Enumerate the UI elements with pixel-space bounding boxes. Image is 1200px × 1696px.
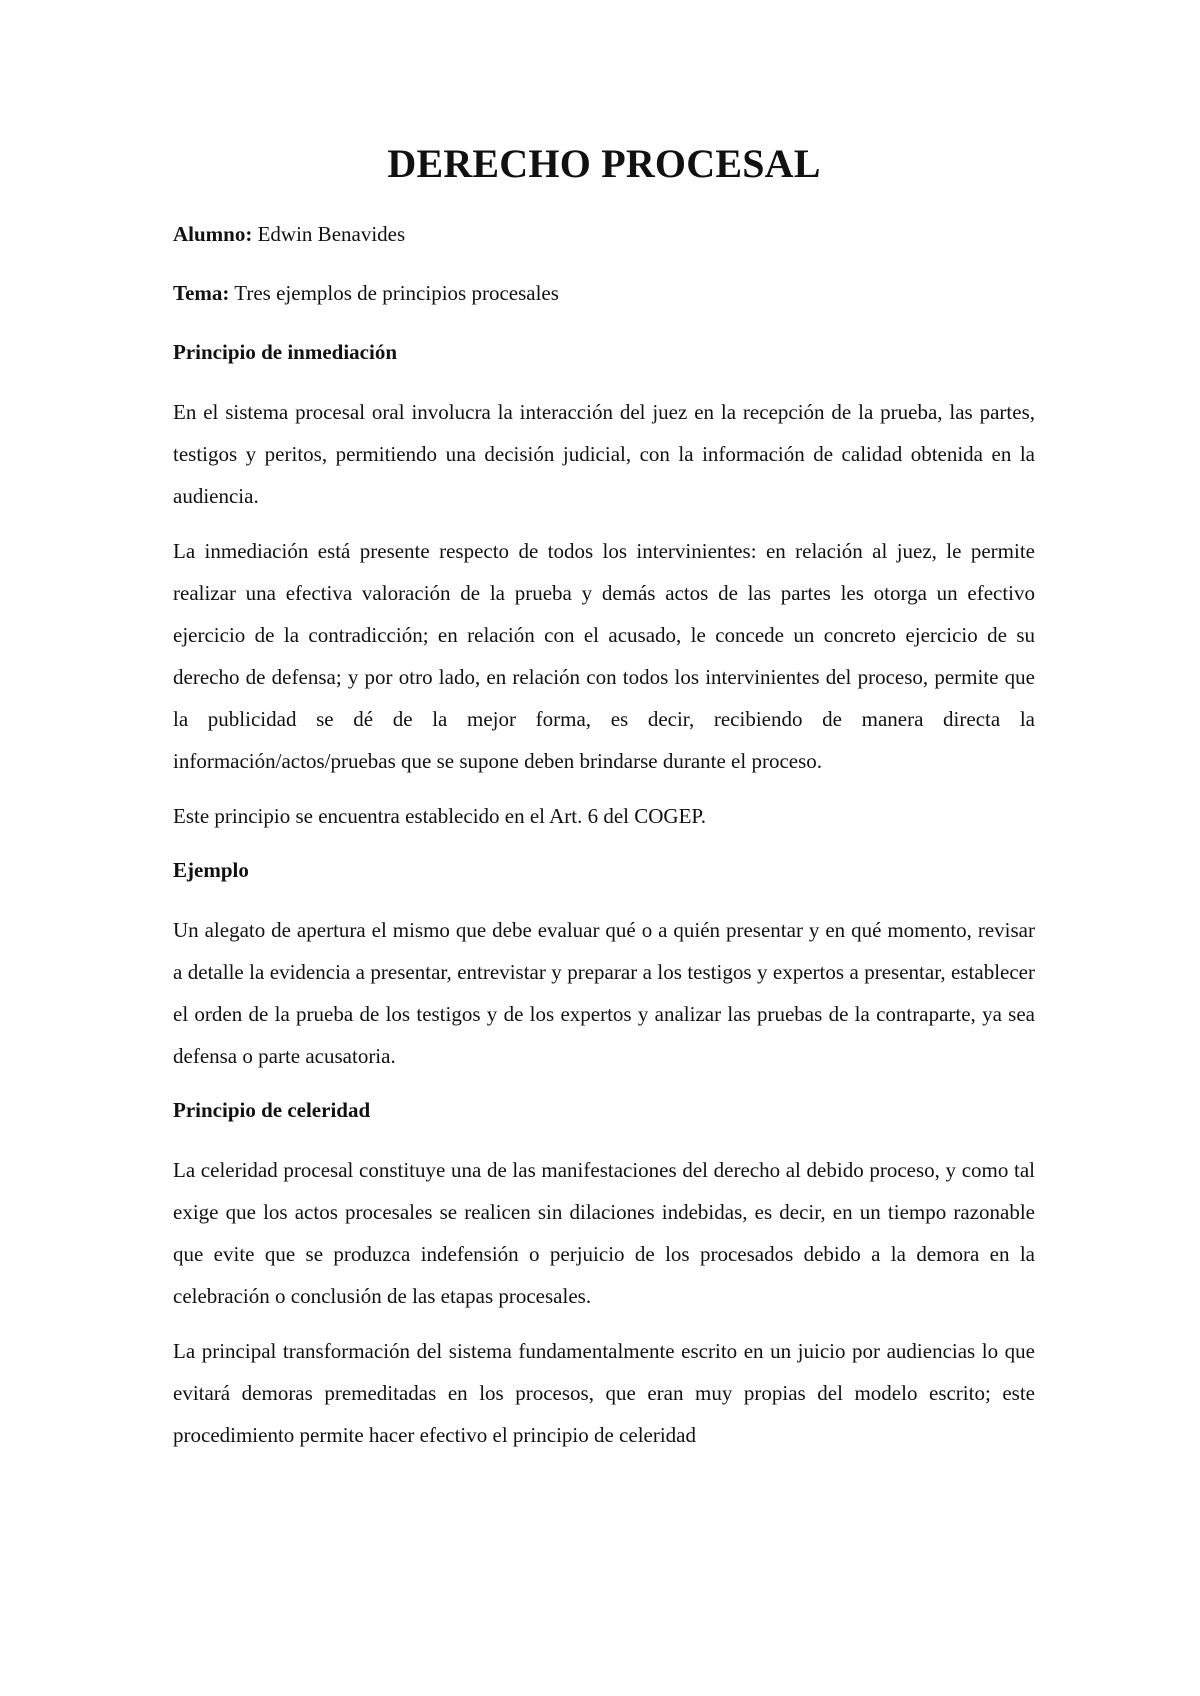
section-heading-celeridad: Principio de celeridad bbox=[173, 1098, 371, 1122]
topic-value: Tres ejemplos de principios procesales bbox=[234, 281, 559, 305]
paragraph-inmediacion-3: Este principio se encuentra establecido en el Art. 6 del COGEP. bbox=[173, 804, 707, 828]
paragraph-celeridad-2: La principal transformación del sistema fundamentalmente escrito en un juicio por audiencias lo que evitará demoras premeditadas en los procesos, que eran muy propias del modelo escrito; este procedimiento permite hacer efectivo el principio de celeridad bbox=[173, 1339, 1035, 1447]
section-heading-inmediacion: Principio de inmediación bbox=[173, 340, 398, 364]
document-title: DERECHO PROCESAL bbox=[387, 141, 821, 186]
student-name: Edwin Benavides bbox=[257, 222, 406, 246]
paragraph-inmediacion-2: La inmediación está presente respecto de todos los intervinientes: en relación al juez, le permite realizar una efectiva valoración de la prueba y demás actos de las partes les otorga un efectivo ejercicio de la contradicción; en relación con el acusado, le concede un concreto ejercicio de su derecho de defensa; y por otro lado, en relación con todos los intervinientes del proceso, permite que la publicidad se dé de la mejor forma, es decir, recibiendo de manera directa la información/actos/pruebas que se supone deben brindarse durante el proceso. bbox=[173, 539, 1035, 773]
section-heading-ejemplo: Ejemplo bbox=[173, 858, 249, 882]
student-label: Alumno: bbox=[173, 222, 253, 246]
document-content bbox=[173, 140, 1035, 1469]
paragraph-celeridad-1: La celeridad procesal constituye una de las manifestaciones del derecho al debido proceso, y como tal exige que los actos procesales se realicen sin dilaciones indebidas, es decir, en un tiempo razonable que evite que se produzca indefensión o perjuicio de los procesados debido a la demora en la celebración o conclusión de las etapas procesales. bbox=[173, 1158, 1035, 1308]
topic-line bbox=[173, 278, 1035, 308]
paragraph-ejemplo-1: Un alegato de apertura el mismo que debe evaluar qué o a quién presentar y en qué momento, revisar a detalle la evidencia a presentar, entrevistar y preparar a los testigos y expertos a presentar, establecer el orden de la prueba de los testigos y de los expertos y analizar las pruebas de la contraparte, ya sea defensa o parte acusatoria. bbox=[173, 918, 1035, 1068]
student-line bbox=[173, 219, 1035, 249]
paragraph-inmediacion-1: En el sistema procesal oral involucra la interacción del juez en la recepción de la prueba, las partes, testigos y peritos, permitiendo una decisión judicial, con la información de calidad obtenida en la audiencia. bbox=[173, 400, 1035, 508]
topic-label: Tema: bbox=[173, 281, 230, 305]
